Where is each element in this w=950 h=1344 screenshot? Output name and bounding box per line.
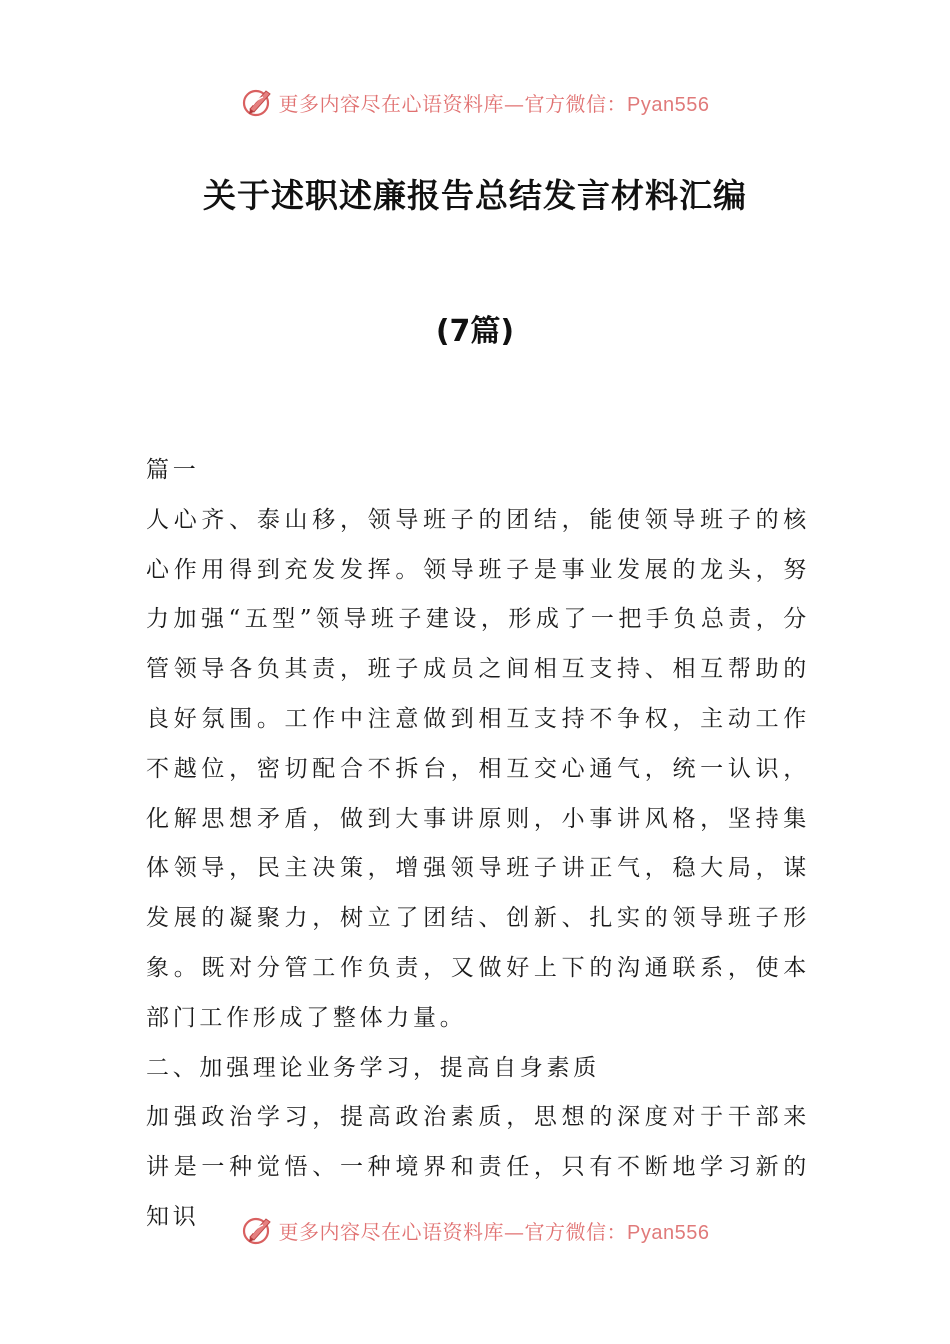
- watermark-text: 更多内容尽在心语资料库—官方微信：Pyan556: [278, 1219, 710, 1244]
- section-heading: 二、加强理论业务学习，提高自身素质: [146, 1054, 600, 1081]
- watermark-text: 更多内容尽在心语资料库—官方微信：Pyan556: [278, 91, 710, 116]
- footer-watermark: [0, 1210, 950, 1250]
- section-label: 篇一: [146, 457, 200, 483]
- header-watermark: [0, 82, 950, 122]
- document-subtitle: (7篇): [435, 314, 515, 349]
- body-paragraph: 人心齐、泰山移，领导班子的团结，能使领导班子的核心作用得到充发发挥。领导班子是事业发展的龙头，努力加强“五型”领导班子建设，形成了一把手负总责，分管领导各负其责，班子成员之间相互支持、相互帮助的良好氛围。工作中注意做到相互支持不争权，主动工作不越位，密切配合不拆台，相互交心通气，统一认识，化解思想矛盾，做到大事讲原则，小事讲风格，坚持集体领导，民主决策，增强领导班子讲正气，稳大局，谋发展的凝聚力，树立了团结、创新、扎实的领导班子形象。既对分管工作负责，又做好上下的沟通联系，使本部门工作形成了整体力量。: [146, 506, 810, 1031]
- document-title: 关于述职述廉报告总结发言材料汇编: [203, 176, 747, 215]
- pen-logo-icon: [241, 85, 275, 119]
- body-paragraph: 加强政治学习，提高政治素质，思想的深度对于干部来讲是一种觉悟、一种境界和责任，只有不断地学习新的知识: [146, 1104, 810, 1230]
- document-body: [146, 446, 810, 1243]
- pen-logo-icon: [241, 1213, 275, 1247]
- watermark-id: Pyan556: [627, 1221, 710, 1244]
- watermark-id: Pyan556: [627, 93, 710, 116]
